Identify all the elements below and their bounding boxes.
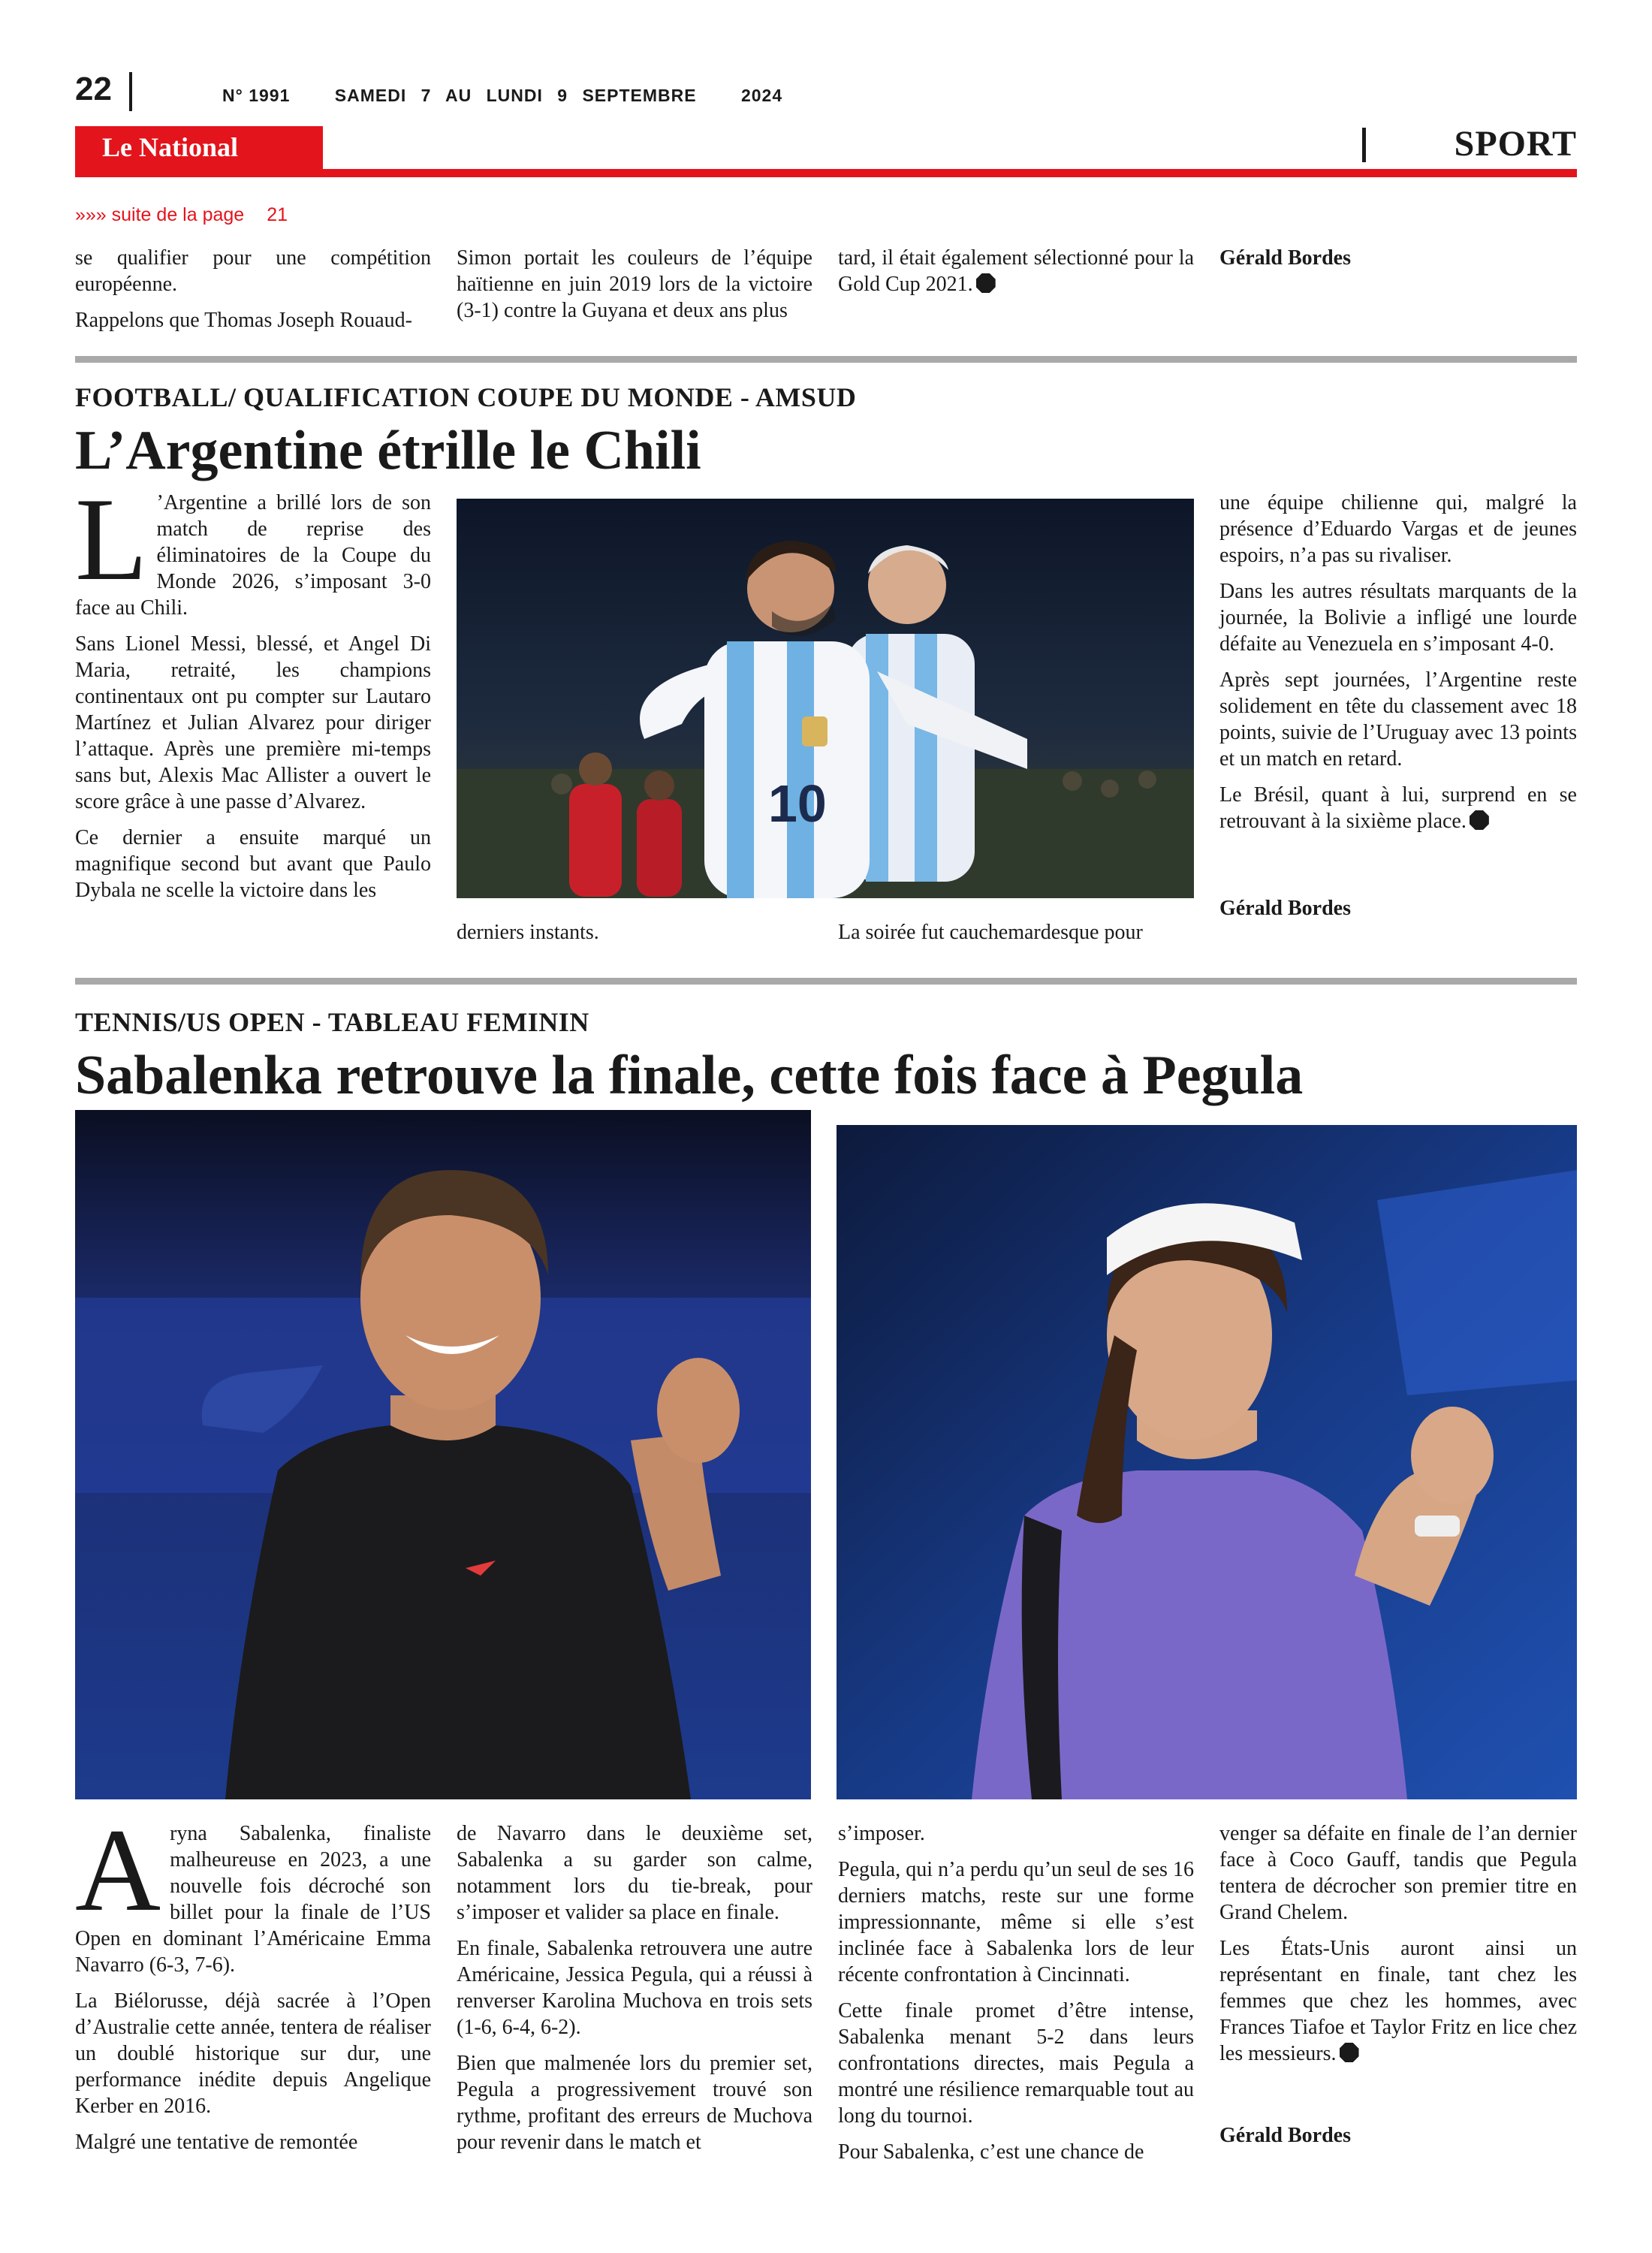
continuation-column-3 bbox=[838, 245, 1194, 297]
continuation-column-1 bbox=[75, 245, 431, 333]
paragraph: Rappelons que Thomas Joseph Rouaud- bbox=[75, 309, 412, 332]
date-part: LUNDI bbox=[486, 86, 543, 105]
paragraph: derniers instants. bbox=[457, 921, 599, 944]
newspaper-brand: Le National bbox=[102, 132, 239, 162]
article-headline: Sabalenka retrouve la finale, cette fois face à Pegula bbox=[75, 1045, 1304, 1106]
paragraph: La soirée fut cauchemardesque pour bbox=[838, 921, 1143, 944]
paragraph: venger sa défaite en finale de l’an dernier face à Coco Gauff, tandis que Pegula tentera de décrocher son premier titre en Grand Chelem. bbox=[1219, 1822, 1577, 1924]
issue-number: N° 1991 bbox=[222, 86, 291, 105]
page-number-divider bbox=[129, 72, 132, 111]
issue-dateline bbox=[222, 86, 791, 106]
paragraph: s’imposer. bbox=[838, 1822, 925, 1845]
date-part: SEPTEMBRE bbox=[582, 86, 697, 105]
paragraph: une équipe chilienne qui, malgré la présence d’Eduardo Vargas et de jeunes espoirs, n’a pas su rivaliser. bbox=[1219, 491, 1577, 567]
pegula-photo bbox=[837, 1125, 1577, 1799]
paragraph: Pour Sabalenka, c’est une chance de bbox=[838, 2140, 1144, 2164]
paragraph: Simon portait les couleurs de l’équipe haïtienne en juin 2019 lors de la victoire (3-1) contre la Guyana et deux ans plus bbox=[457, 246, 812, 322]
jersey-number: 10 bbox=[768, 774, 827, 833]
article-kicker: TENNIS/US OPEN - TABLEAU FEMININ bbox=[75, 1007, 589, 1037]
paragraph: Dans les autres résultats marquants de la journée, la Bolivie a infligé une lourde défaite au Venezuela en s’imposant 4-0. bbox=[1219, 580, 1577, 656]
paragraph: Les États-Unis auront ainsi un représentant en finale, tant chez les femmes que chez les hommes, avec Frances Tiafoe et Taylor Fritz en lice chez les messieurs. bbox=[1219, 1937, 1577, 2065]
article-kicker: FOOTBALL/ QUALIFICATION COUPE DU MONDE - AMSUD bbox=[75, 382, 857, 412]
continuation-page: 21 bbox=[267, 204, 288, 225]
article2-column-4 bbox=[1219, 1820, 1577, 2067]
drop-cap: A bbox=[75, 1805, 161, 1936]
article-divider bbox=[75, 978, 1577, 985]
article1-column-1 bbox=[75, 474, 431, 903]
author-signature: Gérald Bordes bbox=[1219, 897, 1351, 920]
section-title: SPORT bbox=[1454, 124, 1577, 164]
tennis-photo-illustration bbox=[837, 1125, 1577, 1799]
article2-column-1 bbox=[75, 1805, 431, 2155]
article2-column-3 bbox=[838, 1820, 1194, 2165]
paragraph: Ce dernier a ensuite marqué un magnifique second but avant que Paulo Dybala ne scelle la victoire dans les bbox=[75, 826, 431, 902]
continuation-marker bbox=[75, 204, 288, 226]
paragraph: Cette finale promet d’être intense, Sabalenka menant 5-2 dans leurs confrontations directes, mais Pegula a montré une résilience remarquable tout au long du tournoi. bbox=[838, 1999, 1194, 2128]
end-of-article-icon bbox=[976, 273, 996, 293]
page-number: 22 bbox=[75, 71, 112, 107]
drop-cap: L bbox=[75, 474, 148, 605]
sabalenka-photo bbox=[75, 1110, 811, 1799]
paragraph: tard, il était également sélectionné pour la Gold Cup 2021. bbox=[838, 246, 1194, 296]
article1-column-2 bbox=[457, 919, 812, 946]
continuation-label: »»» suite de la page bbox=[75, 204, 245, 225]
date-part: 9 bbox=[557, 86, 568, 105]
article1-column-4 bbox=[1219, 490, 1577, 834]
article1-column-3 bbox=[838, 919, 1194, 946]
paragraph: ryna Sabalenka, finaliste malheureuse en 2023, a une nouvelle fois décroché son billet pour la finale de l’US Open en dominant l’Américaine Emma Navarro (6-3, 7-6). bbox=[75, 1822, 431, 1977]
author-signature: Gérald Bordes bbox=[1219, 2124, 1351, 2147]
date-part: 7 bbox=[421, 86, 432, 105]
end-of-article-icon bbox=[1470, 810, 1489, 830]
section-divider bbox=[1362, 128, 1366, 162]
paragraph: Sans Lionel Messi, blessé, et Angel Di Maria, retraité, les champions continentaux ont pu compter sur Lautaro Martínez et Julian Alvarez pour diriger l’attaque. Après une première mi-temps sans but, Alexis Mac Allister a ouvert le score grâce à une passe d’Alvarez. bbox=[75, 632, 431, 813]
paragraph: se qualifier pour une compétition européenne. bbox=[75, 246, 431, 296]
football-photo-illustration bbox=[457, 499, 1194, 898]
argentina-celebration-photo bbox=[457, 499, 1194, 898]
end-of-article-icon bbox=[1340, 2043, 1359, 2062]
paragraph: Après sept journées, l’Argentine reste solidement en tête du classement avec 18 points, suivie de l’Uruguay avec 13 points et un match en retard. bbox=[1219, 668, 1577, 771]
header-rule bbox=[75, 169, 1577, 177]
tennis-photo-illustration bbox=[75, 1110, 811, 1799]
paragraph: En finale, Sabalenka retrouvera une autre Américaine, Jessica Pegula, qui a réussi à renverser Karolina Muchova en trois sets (1-6, 6-4, 6-2). bbox=[457, 1937, 812, 2039]
article2-column-2 bbox=[457, 1820, 812, 2155]
paragraph: Le Brésil, quant à lui, surprend en se retrouvant à la sixième place. bbox=[1219, 783, 1577, 833]
date-part: AU bbox=[445, 86, 472, 105]
paragraph: ’Argentine a brillé lors de son match de reprise des éliminatoires de la Coupe du Monde 2026, s’imposant 3-0 face au Chili. bbox=[75, 491, 431, 620]
author-signature: Gérald Bordes bbox=[1219, 246, 1351, 270]
date-part: SAMEDI bbox=[334, 86, 407, 105]
article-divider bbox=[75, 356, 1577, 363]
paragraph: La Biélorusse, déjà sacrée à l’Open d’Australie cette année, tentera de réaliser un doublé historique sur dur, une performance inédite depuis Angelique Kerber en 2016. bbox=[75, 1989, 431, 2118]
article-headline: L’Argentine étrille le Chili bbox=[75, 420, 701, 481]
paragraph: Bien que malmenée lors du premier set, Pegula a progressivement trouvé son rythme, profitant des erreurs de Muchova pour revenir dans le match et bbox=[457, 2052, 812, 2154]
paragraph: Malgré une tentative de remontée bbox=[75, 2131, 358, 2154]
paragraph: de Navarro dans le deuxième set, Sabalenka a su garder son calme, notamment lors du tie-break, pour s’imposer et valider sa place en finale. bbox=[457, 1822, 812, 1924]
paragraph: Pegula, qui n’a perdu qu’un seul de ses 16 derniers matchs, reste sur une forme impressionnante, même si elle s’est inclinée face à Sabalenka lors de leur récente confrontation à Cincinnati. bbox=[838, 1858, 1194, 1986]
continuation-column-2 bbox=[457, 245, 812, 324]
issue-year: 2024 bbox=[740, 86, 783, 105]
